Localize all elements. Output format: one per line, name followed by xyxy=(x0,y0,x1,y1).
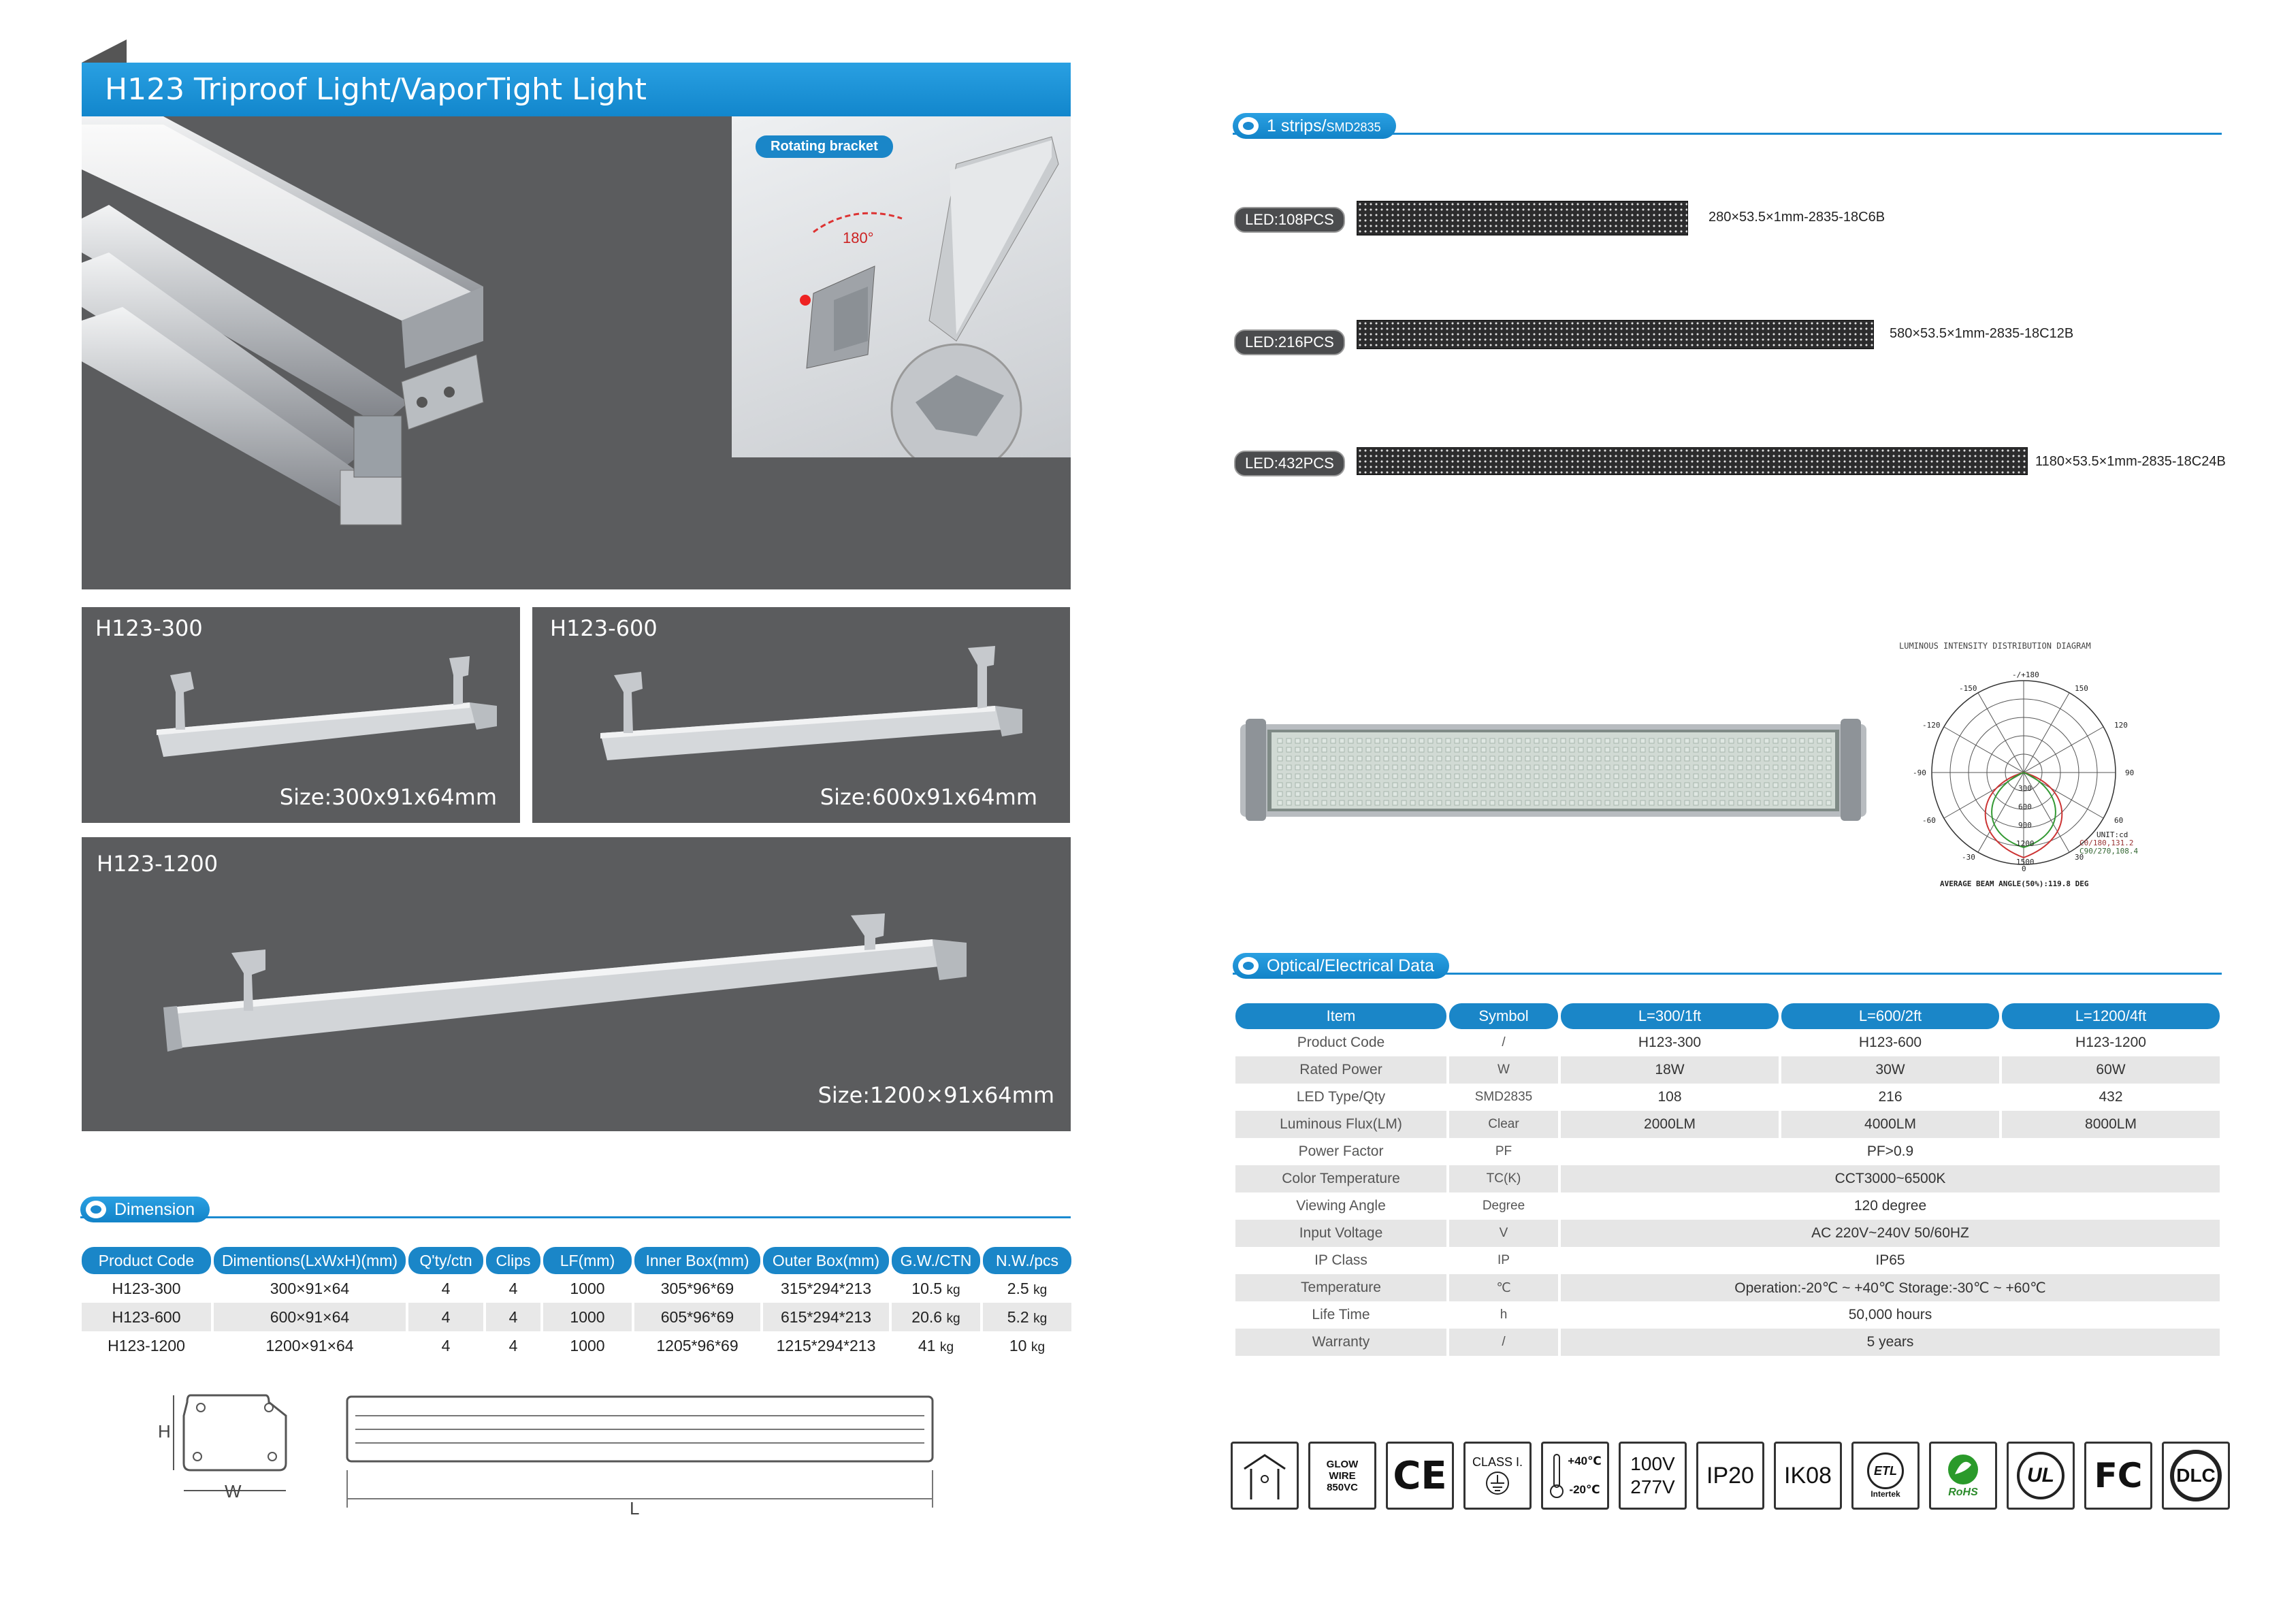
optical-heading: Optical/Electrical Data xyxy=(1233,953,1449,979)
table-cell: AC 220V~240V 50/60HZ xyxy=(1561,1220,2220,1247)
col-header: L=300/1ft xyxy=(1561,1003,1779,1029)
table-cell: Temperature xyxy=(1235,1274,1446,1301)
dlc-icon: DLC xyxy=(2162,1442,2230,1510)
model-panel-600 xyxy=(532,607,1070,823)
strip-label: LED:216PCS xyxy=(1234,329,1345,355)
table-cell: 4 xyxy=(441,1279,451,1297)
table-cell: 18W xyxy=(1561,1056,1779,1084)
table-cell: / xyxy=(1502,1035,1506,1050)
angle-label: -90 xyxy=(1913,768,1926,777)
table-cell: IP xyxy=(1497,1253,1510,1267)
legend-c0: C0/180,131.2 xyxy=(2079,839,2134,847)
table-cell: Luminous Flux(LM) xyxy=(1235,1111,1446,1138)
table-cell: PF xyxy=(1495,1144,1512,1158)
angle-label: 60 xyxy=(2114,816,2124,825)
ik08-icon: IK08 xyxy=(1774,1442,1842,1510)
col-header: LF(mm) xyxy=(543,1247,632,1274)
side-view-drawing xyxy=(340,1388,953,1518)
table-cell: 1215*294*213 xyxy=(776,1336,876,1354)
table-cell: 120 degree xyxy=(1853,1198,1927,1214)
table-cell: W xyxy=(1449,1056,1558,1084)
cloud-icon xyxy=(1238,957,1259,975)
table-cell: IP65 xyxy=(1875,1252,1905,1268)
table-cell: 2.5 kg xyxy=(1007,1279,1048,1297)
angle-label: 90 xyxy=(2125,768,2135,777)
voltage-icon: 100V 277V xyxy=(1619,1442,1687,1510)
strip-spec: 1180×53.5×1mm-2835-18C24B xyxy=(2035,454,2226,469)
height-label: H xyxy=(158,1421,171,1442)
table-cell: LED Type/Qty xyxy=(1296,1089,1386,1105)
table-row xyxy=(82,1331,1071,1360)
page-title: H123 Triproof Light/VaporTight Light xyxy=(82,63,1071,116)
table-cell: 5.2 kg xyxy=(983,1303,1071,1331)
ce-icon: CE xyxy=(1386,1442,1454,1510)
table-cell: h xyxy=(1500,1308,1508,1322)
table-cell: 4 xyxy=(441,1336,451,1354)
strip-label: LED:432PCS xyxy=(1234,451,1345,476)
table-row xyxy=(1235,1301,2220,1329)
col-header: Product Code xyxy=(82,1247,211,1274)
ring-label: 900 xyxy=(2018,821,2032,830)
table-row xyxy=(1235,1084,2220,1111)
strip-label: LED:108PCS xyxy=(1234,207,1345,233)
table-cell: 108 xyxy=(1657,1089,1682,1105)
rotating-bracket-inset xyxy=(732,116,1071,457)
table-cell: 605*96*69 xyxy=(634,1303,760,1331)
table-header-row xyxy=(82,1247,1071,1274)
table-cell: 4 xyxy=(486,1303,540,1331)
rotating-bracket-badge: Rotating bracket xyxy=(756,135,893,158)
table-row xyxy=(1235,1329,2220,1356)
table-cell: 30W xyxy=(1781,1056,1999,1084)
table-cell: 4 xyxy=(508,1279,518,1297)
led-strip-432 xyxy=(1357,447,2028,475)
length-label: L xyxy=(630,1498,640,1518)
table-cell: 10.5 kg xyxy=(911,1279,960,1297)
strips-section-header xyxy=(1233,113,2222,139)
polar-diagram xyxy=(1913,667,2171,898)
col-header: G.W./CTN xyxy=(892,1247,980,1274)
table-cell: / xyxy=(1449,1329,1558,1356)
table-cell: 216 xyxy=(1878,1089,1902,1105)
table-cell: 50,000 hours xyxy=(1848,1307,1932,1322)
table-cell: 1000 xyxy=(543,1303,632,1331)
table-cell: H123-300 xyxy=(1638,1035,1702,1050)
table-cell: 4 xyxy=(508,1336,518,1354)
model-name: H123-300 xyxy=(95,615,203,641)
ring-label: 1500 xyxy=(2016,858,2035,866)
col-header: L=600/2ft xyxy=(1781,1003,1999,1029)
table-cell: Life Time xyxy=(1312,1307,1370,1322)
angle-label: -60 xyxy=(1922,816,1936,825)
ring-label: 300 xyxy=(2018,784,2032,793)
table-cell: 315*294*213 xyxy=(780,1279,872,1297)
col-header: Clips xyxy=(486,1247,540,1274)
rohs-icon: RoHS xyxy=(1929,1442,1997,1510)
etl-icon: ETL Intertek xyxy=(1851,1442,1920,1510)
table-cell: Product Code xyxy=(1297,1035,1385,1050)
table-row xyxy=(1235,1220,2220,1247)
table-row xyxy=(82,1274,1071,1303)
strip-spec: 580×53.5×1mm-2835-18C12B xyxy=(1890,326,2074,341)
model-panel-300 xyxy=(82,607,520,823)
table-cell: SMD2835 xyxy=(1474,1090,1533,1104)
certification-row xyxy=(1231,1442,2230,1510)
table-cell: Clear xyxy=(1449,1111,1558,1138)
col-header: L=1200/4ft xyxy=(2002,1003,2220,1029)
table-cell: 1200×91×64 xyxy=(265,1336,354,1354)
table-cell: 10 kg xyxy=(1009,1336,1046,1354)
strips-heading: 1 strips/SMD2835 xyxy=(1233,113,1396,139)
table-cell: 2000LM xyxy=(1561,1111,1779,1138)
table-cell: H123-1200 xyxy=(108,1336,185,1354)
col-header: Dimentions(LxWxH)(mm) xyxy=(214,1247,406,1274)
table-cell: ℃ xyxy=(1449,1274,1558,1301)
table-cell: PF>0.9 xyxy=(1866,1143,1914,1159)
table-cell: 615*294*213 xyxy=(763,1303,889,1331)
installation-icon xyxy=(1231,1442,1299,1510)
table-cell: 1205*96*69 xyxy=(656,1336,739,1354)
polar-diagram-title: LUMINOUS INTENSITY DISTRIBUTION DIAGRAM xyxy=(1899,641,2091,651)
table-row xyxy=(1235,1247,2220,1274)
table-cell: Warranty xyxy=(1235,1329,1446,1356)
optical-electrical-table xyxy=(1233,1003,2222,1356)
angle-label: -/+180 xyxy=(2012,670,2039,679)
ring-label: 600 xyxy=(2018,802,2032,811)
led-strip-108 xyxy=(1357,201,1688,236)
table-cell: 8000LM xyxy=(2002,1111,2220,1138)
angle-label: 0 xyxy=(2022,864,2026,873)
table-cell: CCT3000~6500K xyxy=(1561,1165,2220,1192)
table-cell: Viewing Angle xyxy=(1296,1198,1386,1214)
table-cell: V xyxy=(1449,1220,1558,1247)
corner-tab xyxy=(82,39,127,63)
table-cell: 5 years xyxy=(1561,1329,2220,1356)
table-row xyxy=(1235,1056,2220,1084)
table-cell: 41 kg xyxy=(918,1336,954,1354)
table-cell: 600×91×64 xyxy=(214,1303,406,1331)
fcc-icon: FC xyxy=(2084,1442,2152,1510)
end-view-drawing xyxy=(150,1388,306,1525)
table-cell: 432 xyxy=(2099,1089,2123,1105)
table-cell: 4000LM xyxy=(1781,1111,1999,1138)
dimension-table xyxy=(79,1247,1074,1360)
angle-label: 150 xyxy=(2075,684,2088,693)
table-cell: H123-600 xyxy=(1858,1035,1922,1050)
ring-label: 1200 xyxy=(2016,839,2035,848)
table-cell: 4 xyxy=(408,1303,483,1331)
legend-unit: UNIT:cd xyxy=(2096,830,2128,839)
table-cell: 300×91×64 xyxy=(270,1279,350,1297)
led-strip-216 xyxy=(1357,320,1874,349)
optical-section-header xyxy=(1233,953,2222,979)
glow-wire-icon: GLOW WIRE 850VC xyxy=(1308,1442,1376,1510)
strip-spec: 280×53.5×1mm-2835-18C6B xyxy=(1709,210,1885,225)
table-row xyxy=(1235,1274,2220,1301)
table-cell: TC(K) xyxy=(1449,1165,1558,1192)
table-cell: H123-300 xyxy=(112,1279,181,1297)
table-cell: H123-600 xyxy=(82,1303,211,1331)
bracket-illustration xyxy=(732,116,1071,457)
table-row xyxy=(1235,1192,2220,1220)
class-i-icon: CLASS I. xyxy=(1463,1442,1532,1510)
dimension-heading: Dimension xyxy=(80,1197,210,1222)
temperature-icon: +40℃ -20℃ xyxy=(1541,1442,1609,1510)
table-cell: 1000 xyxy=(570,1336,605,1354)
table-cell: Operation:-20℃ ~ +40℃ Storage:-30℃ ~ +60℃ xyxy=(1561,1274,2220,1301)
table-cell: Input Voltage xyxy=(1235,1220,1446,1247)
width-label: W xyxy=(225,1481,242,1501)
fixture-300-illustration xyxy=(143,655,504,764)
table-cell: Color Temperature xyxy=(1235,1165,1446,1192)
table-row xyxy=(1235,1138,2220,1165)
dimension-section-header xyxy=(80,1197,1071,1222)
table-row xyxy=(1235,1165,2220,1192)
fixture-1200-illustration xyxy=(163,912,1014,1082)
beam-angle-footer: AVERAGE BEAM ANGLE(50%):119.8 DEG xyxy=(1940,879,2089,888)
table-header-row xyxy=(1235,1003,2220,1029)
table-row xyxy=(1235,1111,2220,1138)
table-row xyxy=(1235,1029,2220,1056)
fixture-600-illustration xyxy=(587,645,1036,767)
angle-label: -150 xyxy=(1959,684,1977,693)
angle-label: 30 xyxy=(2075,853,2084,862)
model-name: H123-1200 xyxy=(97,851,218,877)
table-cell: 305*96*69 xyxy=(660,1279,734,1297)
model-panel-1200 xyxy=(82,837,1071,1131)
cloud-icon xyxy=(1238,117,1259,135)
model-size: Size:1200×91x64mm xyxy=(817,1082,1054,1108)
table-cell: H123-1200 xyxy=(2075,1035,2146,1050)
table-cell: IP Class xyxy=(1314,1252,1367,1268)
model-size: Size:300x91x64mm xyxy=(279,784,497,810)
col-header: Item xyxy=(1235,1003,1446,1029)
table-cell: 1000 xyxy=(570,1279,605,1297)
table-cell: 20.6 kg xyxy=(892,1303,980,1331)
cloud-icon xyxy=(86,1201,106,1218)
model-name: H123-600 xyxy=(550,615,658,641)
table-row xyxy=(82,1303,1071,1331)
rotation-angle-label: 180° xyxy=(843,229,874,246)
ul-icon: UL xyxy=(2007,1442,2075,1510)
col-header: Outer Box(mm) xyxy=(763,1247,889,1274)
model-size: Size:600x91x64mm xyxy=(820,784,1037,810)
table-cell: Degree xyxy=(1482,1199,1525,1213)
table-cell: Rated Power xyxy=(1235,1056,1446,1084)
col-header: N.W./pcs xyxy=(983,1247,1071,1274)
table-cell: 60W xyxy=(2002,1056,2220,1084)
col-header: Inner Box(mm) xyxy=(634,1247,760,1274)
angle-label: 120 xyxy=(2114,721,2128,730)
angle-label: -30 xyxy=(1962,853,1975,862)
col-header: Q'ty/ctn xyxy=(408,1247,483,1274)
angle-label: -120 xyxy=(1922,721,1941,730)
section-rule xyxy=(80,1216,1071,1218)
col-header: Symbol xyxy=(1449,1003,1558,1029)
ip20-icon: IP20 xyxy=(1696,1442,1764,1510)
legend-c90: C90/270,108.4 xyxy=(2079,847,2139,856)
table-cell: Power Factor xyxy=(1298,1143,1384,1159)
fixture-front-view xyxy=(1240,719,1866,828)
